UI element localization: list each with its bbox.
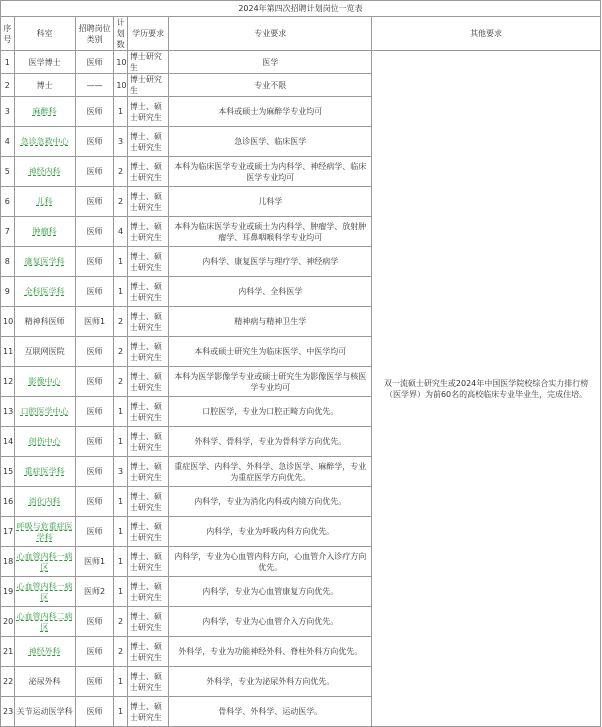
- cell-category-text: 医师: [86, 437, 103, 446]
- cell-seq: [1, 577, 15, 607]
- cell-edu: [127, 367, 169, 397]
- cell-num: [114, 51, 128, 74]
- dept-link[interactable]: [14, 187, 75, 217]
- cell-category-text: 医师: [86, 377, 103, 386]
- cell-seq: [1, 427, 15, 457]
- cell-edu-text: 博士、硕士研究生: [129, 641, 162, 662]
- cell-edu-text: 博士、硕士研究生: [129, 431, 162, 452]
- cell-major: [169, 697, 372, 727]
- cell-major: [169, 577, 372, 607]
- cell-seq-text: 10: [3, 317, 14, 326]
- cell-seq: [1, 547, 15, 577]
- cell-seq-text: 6: [4, 197, 10, 206]
- cell-category: [75, 487, 113, 517]
- cell-edu: [127, 637, 169, 667]
- cell-num: [114, 307, 128, 337]
- cell-edu-text: 博士、硕士研究生: [129, 311, 162, 332]
- table-row: [1, 51, 601, 74]
- cell-num-text: 1: [118, 677, 124, 686]
- cell-edu: [127, 517, 169, 547]
- dept-link[interactable]: [14, 547, 75, 577]
- cell-major-text: 本科为医学影像学专业或硕士研究生为影像医学与核医学专业均可: [174, 371, 367, 392]
- cell-category: [75, 367, 113, 397]
- cell-category-text: 医师: [86, 167, 103, 176]
- cell-category: [75, 247, 113, 277]
- cell-category: [75, 547, 113, 577]
- cell-num-text: 1: [118, 527, 124, 536]
- cell-category: [75, 637, 113, 667]
- cell-category-text: 医师: [86, 137, 103, 146]
- cell-seq: [1, 487, 15, 517]
- cell-num: [114, 637, 128, 667]
- cell-major: [169, 307, 372, 337]
- dept-link[interactable]: [14, 247, 75, 277]
- cell-seq: [1, 127, 15, 157]
- cell-dept-text: 泌尿外科: [28, 677, 61, 686]
- cell-seq: [1, 97, 15, 127]
- cell-major-text: 本科为临床医学专业或硕士为内科学、肿瘤学、放射肿瘤学、耳鼻咽喉科学专业均可: [174, 221, 367, 242]
- cell-num: [114, 517, 128, 547]
- cell-edu-text: 博士、硕士研究生: [129, 401, 162, 422]
- cell-edu: [127, 97, 169, 127]
- cell-num-text: 1: [118, 497, 124, 506]
- cell-edu: [127, 427, 169, 457]
- cell-seq-text: 15: [3, 467, 14, 476]
- dept-link[interactable]: [14, 127, 75, 157]
- cell-edu-text: 博士、硕士研究生: [129, 611, 162, 632]
- cell-edu: [127, 547, 169, 577]
- header-major: 专业要求: [169, 17, 372, 51]
- dept-link-text[interactable]: 全科医学科: [24, 287, 65, 296]
- cell-major-text: 急诊医学、临床医学: [234, 137, 307, 146]
- cell-major-text: 本科或硕士研究生为临床医学、中医学均可: [194, 347, 347, 356]
- cell-seq-text: 11: [3, 347, 14, 356]
- cell-major: [169, 97, 372, 127]
- cell-other-requirement: 双一流硕士研究生或2024年中国医学院校综合实力排行榜（医学界）为前60名的高校临床专业毕业生，完成住培。: [372, 51, 601, 727]
- cell-edu: [127, 697, 169, 727]
- cell-edu: [127, 577, 169, 607]
- cell-dept: [14, 337, 75, 367]
- cell-seq-text: 4: [4, 137, 10, 146]
- cell-num: [114, 337, 128, 367]
- dept-link-text[interactable]: 儿科: [36, 197, 53, 206]
- cell-category: [75, 667, 113, 697]
- cell-major: [169, 127, 372, 157]
- cell-num: [114, 547, 128, 577]
- cell-category-text: 医师2: [84, 587, 106, 596]
- cell-num-text: 10: [116, 80, 127, 90]
- cell-num: [114, 187, 128, 217]
- cell-edu-text: 博士、硕士研究生: [129, 521, 162, 542]
- dept-link[interactable]: [14, 517, 75, 547]
- cell-num: [114, 697, 128, 727]
- cell-seq-text: 5: [4, 167, 10, 176]
- cell-seq-text: 22: [3, 677, 14, 686]
- cell-num: [114, 217, 128, 247]
- cell-category: [75, 187, 113, 217]
- cell-major-text: 骨科学、外科学、运动医学。: [218, 707, 323, 716]
- cell-edu: [127, 157, 169, 187]
- cell-num: [114, 367, 128, 397]
- cell-category: [75, 397, 113, 427]
- cell-num-text: 3: [118, 467, 124, 476]
- dept-link-text[interactable]: 肿瘤科: [32, 227, 57, 236]
- cell-category: [75, 127, 113, 157]
- cell-seq-text: 20: [3, 617, 14, 626]
- cell-seq: [1, 51, 15, 74]
- cell-edu: [127, 187, 169, 217]
- cell-major-text: 内科学，专业为心血管内科方向，心血管介入诊疗方向优先。: [174, 551, 367, 572]
- cell-seq: [1, 157, 15, 187]
- cell-num-text: 2: [118, 317, 124, 326]
- cell-seq-text: 2: [4, 80, 10, 90]
- cell-seq-text: 16: [3, 497, 14, 506]
- cell-category: [75, 307, 113, 337]
- cell-category: [75, 607, 113, 637]
- header-dept: 科室: [14, 17, 75, 51]
- dept-link[interactable]: [14, 457, 75, 487]
- cell-num: [114, 667, 128, 697]
- cell-dept-text: 医学博士: [28, 57, 61, 67]
- cell-category-text: ——: [86, 80, 103, 90]
- cell-seq-text: 21: [3, 647, 14, 656]
- cell-num-text: 1: [118, 287, 124, 296]
- cell-edu-text: 博士研究生: [129, 75, 162, 95]
- cell-edu: [127, 51, 169, 74]
- cell-seq-text: 8: [4, 257, 10, 266]
- cell-edu: [127, 247, 169, 277]
- cell-edu-text: 博士、硕士研究生: [129, 281, 162, 302]
- cell-major: [169, 157, 372, 187]
- cell-seq: [1, 667, 15, 697]
- cell-num-text: 3: [118, 137, 124, 146]
- cell-num-text: 1: [118, 707, 124, 716]
- cell-category-text: 医师: [86, 707, 103, 716]
- table-title: 2024年第四次招聘计划岗位一览表: [1, 1, 601, 17]
- cell-seq: [1, 637, 15, 667]
- cell-edu: [127, 607, 169, 637]
- cell-major-text: 外科学，专业为功能神经外科、脊柱外科方向优先。: [178, 647, 363, 656]
- cell-category: [75, 517, 113, 547]
- cell-major: [169, 74, 372, 97]
- cell-seq-text: 18: [3, 557, 14, 566]
- dept-link-text[interactable]: 消化内科: [28, 497, 61, 506]
- header-seq: 序号: [1, 17, 15, 51]
- cell-seq-text: 17: [3, 527, 14, 536]
- cell-dept-text: 关节运动医学科: [16, 707, 73, 716]
- cell-seq: [1, 277, 15, 307]
- cell-major: [169, 607, 372, 637]
- dept-link-text[interactable]: 康复医学科: [24, 257, 65, 266]
- cell-seq-text: 14: [3, 437, 14, 446]
- dept-link-text[interactable]: 口腔医学中心: [20, 407, 69, 416]
- cell-category: [75, 217, 113, 247]
- cell-num: [114, 97, 128, 127]
- cell-major: [169, 487, 372, 517]
- cell-dept: [14, 51, 75, 74]
- cell-major-text: 内科学、全科医学: [238, 287, 303, 296]
- dept-link-text[interactable]: 心血管内科一病区: [16, 551, 73, 572]
- cell-num-text: 2: [118, 197, 124, 206]
- cell-seq: [1, 457, 15, 487]
- cell-category-text: 医师: [86, 227, 103, 236]
- cell-dept: [14, 667, 75, 697]
- dept-link[interactable]: [14, 427, 75, 457]
- cell-num: [114, 427, 128, 457]
- cell-num: [114, 74, 128, 97]
- cell-edu: [127, 667, 169, 697]
- cell-edu: [127, 397, 169, 427]
- cell-category-text: 医师: [86, 347, 103, 356]
- cell-dept-text: 精神科医师: [24, 317, 65, 326]
- dept-link-text[interactable]: 心血管内科二病区: [16, 611, 73, 632]
- cell-seq-text: 7: [4, 227, 10, 236]
- dept-link-text[interactable]: 神经外科: [28, 647, 61, 656]
- cell-category-text: 医师: [86, 527, 103, 536]
- dept-link[interactable]: [14, 97, 75, 127]
- cell-major-text: 内科学，专业为心血管康复方向优先。: [202, 587, 339, 596]
- dept-link[interactable]: [14, 367, 75, 397]
- cell-major-text: 重症医学、内科学、外科学、急诊医学、麻醉学，专业为重症医学方向优先。: [174, 461, 367, 482]
- cell-edu: [127, 127, 169, 157]
- cell-num-text: 1: [118, 107, 124, 116]
- cell-edu-text: 博士、硕士研究生: [129, 191, 162, 212]
- cell-category: [75, 277, 113, 307]
- cell-seq-text: 9: [4, 287, 10, 296]
- cell-edu-text: 博士、硕士研究生: [129, 221, 162, 242]
- cell-category: [75, 697, 113, 727]
- cell-major-text: 口腔医学，专业为口腔正畸方向优先。: [202, 407, 339, 416]
- cell-category: [75, 97, 113, 127]
- cell-major: [169, 667, 372, 697]
- cell-seq-text: 19: [3, 587, 14, 596]
- cell-major-text: 医学: [262, 57, 279, 67]
- cell-seq: [1, 217, 15, 247]
- cell-category: [75, 157, 113, 187]
- cell-major: [169, 547, 372, 577]
- cell-num: [114, 457, 128, 487]
- cell-major: [169, 217, 372, 247]
- dept-link[interactable]: [14, 637, 75, 667]
- cell-num-text: 2: [118, 617, 124, 626]
- cell-seq: [1, 397, 15, 427]
- cell-major: [169, 517, 372, 547]
- cell-num: [114, 577, 128, 607]
- cell-category-text: 医师: [86, 497, 103, 506]
- cell-category-text: 医师: [86, 257, 103, 266]
- cell-edu-text: 博士、硕士研究生: [129, 491, 162, 512]
- cell-dept-text: 博士: [36, 80, 53, 90]
- cell-num-text: 2: [118, 377, 124, 386]
- cell-major: [169, 367, 372, 397]
- cell-num: [114, 247, 128, 277]
- cell-category: [75, 74, 113, 97]
- cell-seq-text: 13: [3, 407, 14, 416]
- header-row: [1, 17, 601, 51]
- dept-link[interactable]: [14, 217, 75, 247]
- cell-dept-text: 互联网医院: [24, 347, 65, 356]
- cell-edu-text: 博士、硕士研究生: [129, 341, 162, 362]
- cell-edu: [127, 217, 169, 247]
- dept-link[interactable]: [14, 157, 75, 187]
- cell-seq: [1, 337, 15, 367]
- dept-link-text[interactable]: 影像中心: [28, 377, 61, 386]
- dept-link-text[interactable]: 重症医学科: [24, 467, 65, 476]
- cell-num-text: 1: [118, 437, 124, 446]
- cell-seq: [1, 247, 15, 277]
- cell-major-text: 外科学，专业为泌尿外科方向优先。: [206, 677, 335, 686]
- cell-seq-text: 23: [3, 707, 14, 716]
- cell-num: [114, 157, 128, 187]
- cell-category-text: 医师: [86, 467, 103, 476]
- dept-link[interactable]: [14, 607, 75, 637]
- cell-edu-text: 博士、硕士研究生: [129, 671, 162, 692]
- cell-seq: [1, 367, 15, 397]
- cell-major: [169, 187, 372, 217]
- dept-link[interactable]: [14, 577, 75, 607]
- cell-num: [114, 487, 128, 517]
- cell-category-text: 医师: [86, 197, 103, 206]
- cell-edu-text: 博士、硕士研究生: [129, 101, 162, 122]
- cell-edu: [127, 307, 169, 337]
- cell-seq-text: 12: [3, 377, 14, 386]
- cell-num-text: 1: [118, 407, 124, 416]
- cell-edu: [127, 277, 169, 307]
- header-num: 计划数: [114, 17, 128, 51]
- cell-major-text: 精神病与精神卫生学: [234, 317, 307, 326]
- cell-edu-text: 博士、硕士研究生: [129, 581, 162, 602]
- cell-seq: [1, 307, 15, 337]
- header-category: 招聘岗位类别: [75, 17, 113, 51]
- cell-major: [169, 51, 372, 74]
- cell-num: [114, 127, 128, 157]
- cell-edu-text: 博士、硕士研究生: [129, 251, 162, 272]
- cell-major-text: 内科学，专业为呼吸内科方向优先。: [206, 527, 335, 536]
- cell-num-text: 2: [118, 647, 124, 656]
- cell-category: [75, 577, 113, 607]
- cell-dept: [14, 74, 75, 97]
- cell-seq-text: 3: [4, 107, 10, 116]
- cell-major: [169, 277, 372, 307]
- cell-edu: [127, 457, 169, 487]
- cell-seq: [1, 517, 15, 547]
- cell-num-text: 4: [118, 227, 124, 236]
- cell-major: [169, 427, 372, 457]
- cell-edu-text: 博士、硕士研究生: [129, 161, 162, 182]
- cell-major-text: 专业不限: [254, 80, 287, 90]
- cell-dept: [14, 697, 75, 727]
- cell-seq: [1, 607, 15, 637]
- header-other: 其他要求: [372, 17, 601, 51]
- cell-major-text: 内科学，专业为消化内科或内镜方向优先。: [194, 497, 347, 506]
- cell-major-text: 外科学、骨科学，专业为骨科学方向优先。: [194, 437, 347, 446]
- dept-link-text[interactable]: 心血管内科一病区: [16, 581, 73, 602]
- cell-category: [75, 51, 113, 74]
- cell-category-text: 医师: [86, 57, 103, 67]
- cell-num-text: 1: [118, 257, 124, 266]
- dept-link[interactable]: [14, 487, 75, 517]
- cell-edu-text: 博士、硕士研究生: [129, 131, 162, 152]
- dept-link-text[interactable]: 急诊急救中心: [20, 137, 69, 146]
- cell-category: [75, 427, 113, 457]
- cell-num-text: 1: [118, 557, 124, 566]
- cell-major: [169, 457, 372, 487]
- cell-category: [75, 337, 113, 367]
- cell-num-text: 1: [118, 587, 124, 596]
- cell-num-text: 10: [116, 57, 127, 67]
- cell-seq-text: 1: [4, 57, 10, 67]
- cell-major-text: 内科学、康复医学与理疗学、神经病学: [202, 257, 339, 266]
- cell-edu: [127, 487, 169, 517]
- cell-major: [169, 397, 372, 427]
- cell-major-text: 儿科学: [258, 197, 283, 206]
- cell-major-text: 内科学，专业为心血管介入方向优先。: [202, 617, 339, 626]
- cell-num: [114, 607, 128, 637]
- cell-edu-text: 博士研究生: [129, 52, 162, 72]
- cell-category-text: 医师: [86, 617, 103, 626]
- dept-link-text[interactable]: 呼吸与危重症医学科: [16, 521, 73, 542]
- cell-edu: [127, 337, 169, 367]
- cell-dept: [14, 307, 75, 337]
- cell-seq: [1, 187, 15, 217]
- cell-category-text: 医师1: [84, 317, 106, 326]
- dept-link[interactable]: [14, 397, 75, 427]
- cell-major: [169, 337, 372, 367]
- cell-edu-text: 博士、硕士研究生: [129, 551, 162, 572]
- cell-edu-text: 博士、硕士研究生: [129, 371, 162, 392]
- cell-seq: [1, 74, 15, 97]
- cell-num: [114, 397, 128, 427]
- cell-major-text: 本科为临床医学专业或硕士为内科学、神经病学、临床医学专业均可: [174, 161, 367, 182]
- cell-num-text: 2: [118, 347, 124, 356]
- cell-edu-text: 博士、硕士研究生: [129, 461, 162, 482]
- cell-major: [169, 637, 372, 667]
- cell-category-text: 医师: [86, 107, 103, 116]
- cell-edu: [127, 74, 169, 97]
- cell-category-text: 医师: [86, 287, 103, 296]
- cell-category-text: 医师: [86, 647, 103, 656]
- dept-link-text[interactable]: 麻醉科: [32, 107, 57, 116]
- cell-seq: [1, 697, 15, 727]
- cell-num-text: 2: [118, 167, 124, 176]
- dept-link[interactable]: [14, 277, 75, 307]
- dept-link-text[interactable]: 创伤中心: [28, 437, 61, 446]
- cell-category-text: 医师: [86, 677, 103, 686]
- cell-major-text: 本科或硕士为麻醉学专业均可: [218, 107, 323, 116]
- cell-category-text: 医师1: [84, 557, 106, 566]
- cell-category-text: 医师: [86, 407, 103, 416]
- header-edu: 学历要求: [127, 17, 169, 51]
- cell-edu-text: 博士、硕士研究生: [129, 701, 162, 722]
- cell-num: [114, 277, 128, 307]
- cell-major: [169, 247, 372, 277]
- cell-category: [75, 457, 113, 487]
- dept-link-text[interactable]: 神经内科: [28, 167, 61, 176]
